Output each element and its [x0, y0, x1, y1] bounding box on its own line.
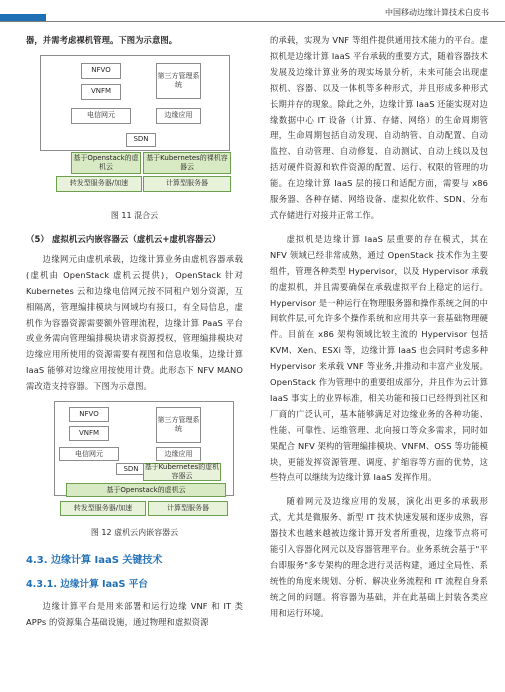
right-paragraph-3: 随着网元及边缘应用的发展，演化出更多的承载形式，尤其是微服务、新型 IT 技术快速发展和逐步成熟，容器技术也越来越被边缘计算开发者所重视，边缘节点将可能引入容器化网元以及容器管理平台。业务系统会基于"平台即服务"多专架构的理念进行灵活构建，通过全局性、系统性的角度来规划、分析、解决业务流程和 IT 流程自身系统之间的问题。将容器为基础，并在此基础上封装各类应用和运行环境。 [270, 496, 488, 618]
fig12-vnfm-box: VNFM [69, 426, 109, 441]
fig11-vnfm-box: VNFM [81, 84, 121, 100]
right-paragraph-1: 的承载，实现为 VNF 等组件提供通用技术能力的平台。虚拟机是边缘计算 IaaS 平台承载的重要方式，随着容器技术发展及边缘计算业务的现实场景分析，未来可能会出现虚拟机、容器、以及一体机等多种形式，并且形成多种形式长期并存的现象。除此之外，边缘计算 IaaS 还能实现对边缘数据中心 IT 设备（计算、存储、网络）的生命周期管理，生命周期包括自动发现、自动纳管、自动配置、自动监控、自动管理、自动修复、自动测试、自动上线以及包括对硬件资源和软件资源的配置、运行、权限的管理的功能。在边缘计算 IaaS 层的接口和适配方面，需要与 x86 服务器、各种存储、网络设备、虚拟化软件、SDN、分布式存储进行对接并正常工作。 [270, 35, 488, 220]
fig11-sdn-box: SDN [126, 133, 156, 147]
fig11-telecom-ne-box: 电信网元 [71, 108, 131, 124]
fig11-nfvo-box: NFVO [81, 63, 121, 79]
fig12-k8s-vm-container-cloud: 基于Kubernetes的虚机容器云 [144, 463, 220, 481]
fig11-edge-app-box: 边缘应用 [156, 108, 201, 124]
figure-12-server-row [26, 501, 243, 517]
right-column [270, 33, 488, 622]
figure-12-diagram [26, 401, 243, 501]
right-paragraph-2: 虚拟机是边缘计算 IaaS 层重要的存在模式，其在 NFV 领域已经非常成熟，通过 OpenStack 技术作为主要组件，管理各种类型 Hypervisor，以及 Hypervisor 承载的虚拟机，并且需要确保在承载虚拟平台上稳定的运行。Hypervisor 是一种运行在物理服务器和操作系统之间的中间软件层,可允许多个操作系统和应用共享一套基础物理硬件。目前在 x86 架构领域比较主流的 Hypervisor 包括 KVM、Xen、ESXi 等，边缘计算 IaaS 也会同时考虑多种 Hypervisor 来承载 VNF 等业务,并推动和丰富产业发展。OpenStack 作为管理中的重要组成部分，并且作为云计算 IaaS 事实上的业界标准，相关功能和接口已经得到社区和厂商的广泛认可，基本能够满足对边缘业务的各种功能、性能、可靠性、运维管理、北向接口等众多需求，同时如果配合 NFV 架构的管理编排模块、VNFM、OSS 等功能模块，更能发挥资源管理、调度、扩缩容等方面的优势，这些特点可以继续为边缘计算 IaaS 发挥作用。 [270, 233, 488, 483]
fig12-openstack-vm-cloud: 基于Openstack的虚机云 [66, 483, 226, 497]
fig11-openstack-vm-cloud: 基于Openstack的虚机云 [71, 152, 141, 174]
header-rule [0, 21, 505, 22]
figure-11-caption: 图 11 混合云 [110, 210, 159, 220]
section-4-3-1-heading: 4.3.1. 边缘计算 IaaS 平台 [26, 579, 148, 591]
fig12-nfvo-box: NFVO [69, 407, 109, 422]
fig12-forwarding-server: 转发型服务器/加速 [60, 501, 146, 516]
fig11-k8s-baremetal-cloud: 基于Kubernetes的裸机容器云 [143, 152, 231, 174]
fig11-third-party-box: 第三方管理系统 [156, 63, 201, 99]
fig12-edge-app-box: 边缘应用 [156, 447, 201, 461]
subsection-5-paragraph: 边缘网元由虚机承载，边缘计算业务由虚机容器承载(虚机由 OpenStack 虚机云提供)，OpenStack 针对 Kubernetes 云和边缘电信网元按不同租户划分资源，互相隔离，管理编排模块与网域均有接口，有全局信息，虚机作为容器资源需要额外管理流程，边缘计算 PaaS 平台或业务需向管理编排模块请求资源授权，管理编排模块对边缘应用所使用的资源需要有视图和信息收集，边缘计算 IaaS 能够对边缘应用按使用计费。此形态下 NFV MANO 需改造支持容器。下图为示意图。 [26, 253, 243, 392]
fig12-compute-server: 计算型服务器 [148, 501, 228, 516]
fig11-compute-server: 计算型服务器 [143, 176, 231, 192]
figure-11-diagram [26, 55, 243, 205]
fig12-telecom-ne-box: 电信网元 [59, 447, 119, 461]
subsection-5-heading: （5） 虚拟机云内嵌容器云（虚机云+虚机容器云） [26, 234, 221, 245]
left-column [26, 33, 243, 631]
section-4-3-heading: 4.3. 边缘计算 IaaS 关键技术 [26, 555, 163, 567]
intro-paragraph: 器，并需考虑裸机管理。下图为示意图。 [26, 35, 178, 45]
section-4-3-1-paragraph: 边缘计算平台是用来部署和运行边缘 VNF 和 IT 类 APPs 的资源集合基础设施，通过物理和虚拟资源 [26, 601, 243, 627]
fig12-third-party-box: 第三方管理系统 [156, 407, 201, 443]
figure-12-caption: 图 12 虚机云内嵌容器云 [90, 528, 179, 538]
fig12-sdn-box: SDN [116, 463, 146, 475]
fig11-forwarding-server: 转发型服务器/加速 [56, 176, 142, 192]
header-title: 中国移动边缘计算技术白皮书 [385, 8, 489, 17]
